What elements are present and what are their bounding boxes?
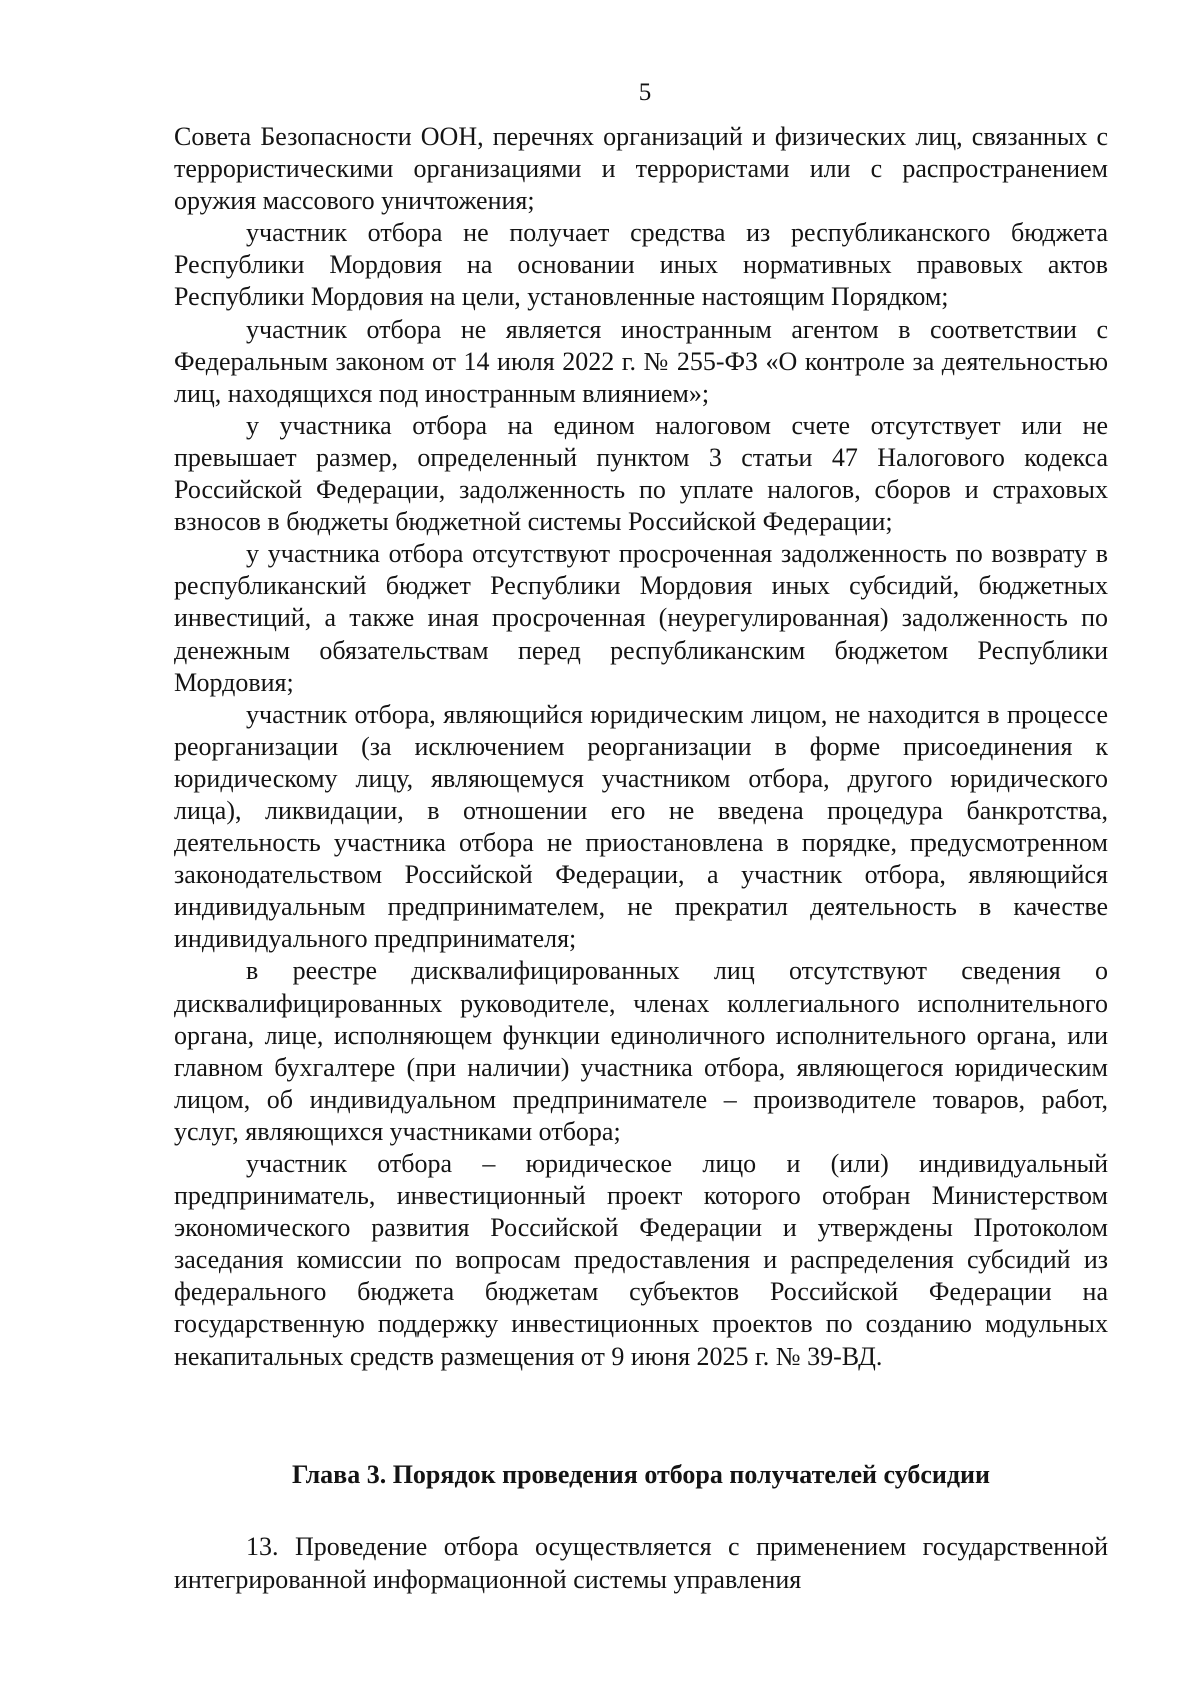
chapter-heading: Глава 3. Порядок проведения отбора получателей субсидии	[291, 1460, 991, 1489]
paragraph-continuation: Совета Безопасности ООН, перечнях организаций и физических лиц, связанных с террористическими организациями и террористами или с распространением оружия массового уничтожения;	[174, 122, 1108, 216]
paragraph-disqualified-persons: в реестре дисквалифицированных лиц отсутствуют сведения о дисквалифицированных руководителе, членах коллегиального исполнительного органа, лице, исполняющем функции единоличного исполнительного органа, или главном бухгалтере (при наличии) участника отбора, являющегося юридическим лицом, об индивидуальном предпринимателе – производителе товаров, работ, услуг, являющихся участниками отбора;	[174, 956, 1108, 1146]
page-number: 5	[638, 79, 652, 106]
section-13	[174, 1531, 1108, 1596]
paragraph-overdue-debt: у участника отбора отсутствуют просроченная задолженность по возврату в республиканский бюджет Республики Мордовия иных субсидий, бюджетных инвестиций, а также иная просроченная (неурегулированная) задолженность по денежным обязательствам перед республиканским бюджетом Республики Мордовия;	[174, 539, 1108, 697]
paragraph-not-foreign-agent: участник отбора не является иностранным агентом в соответствии с Федеральным законом от 14 июля 2022 г. № 255-ФЗ «О контроле за деятельностью лиц, находящихся под иностранным влиянием»;	[174, 314, 1108, 408]
paragraph-tax-debt: у участника отбора на едином налоговом счете отсутствует или не превышает размер, определенный пунктом 3 статьи 47 Налогового кодекса Российской Федерации, задолженность по уплате налогов, сборов и страховых взносов в бюджеты бюджетной системы Российской Федерации;	[174, 410, 1108, 537]
paragraph-section-13: 13. Проведение отбора осуществляется с применением государственной интегрированной информационной системы управления	[174, 1532, 1108, 1594]
paragraph-investment-project: участник отбора – юридическое лицо и (или) индивидуальный предприниматель, инвестиционный проект которого отобран Министерством экономического развития Российской Федерации и утверждены Протоколом заседания комиссии по вопросам предоставления и распределения субсидий из федерального бюджета бюджетам субъектов Российской Федерации на государственную поддержку инвестиционных проектов по созданию модульных некапитальных средств размещения от 9 июня 2025 г. № 39-ВД.	[174, 1149, 1108, 1371]
paragraph-reorganization: участник отбора, являющийся юридическим лицом, не находится в процессе реорганизации (за исключением реорганизации в форме присоединения к юридическому лицу, являющемуся участником отбора, другого юридического лица), ликвидации, в отношении его не введена процедура банкротства, деятельность участника отбора не приостановлена в порядке, предусмотренном законодательством Российской Федерации, а участник отбора, являющийся индивидуальным предпринимателем, не прекратил деятельность в качестве индивидуального предпринимателя;	[174, 699, 1108, 954]
paragraph-no-republic-funds: участник отбора не получает средства из республиканского бюджета Республики Мордовия на основании иных нормативных правовых актов Республики Мордовия на цели, установленные настоящим Порядком;	[174, 218, 1108, 312]
document-body	[174, 121, 1108, 1373]
